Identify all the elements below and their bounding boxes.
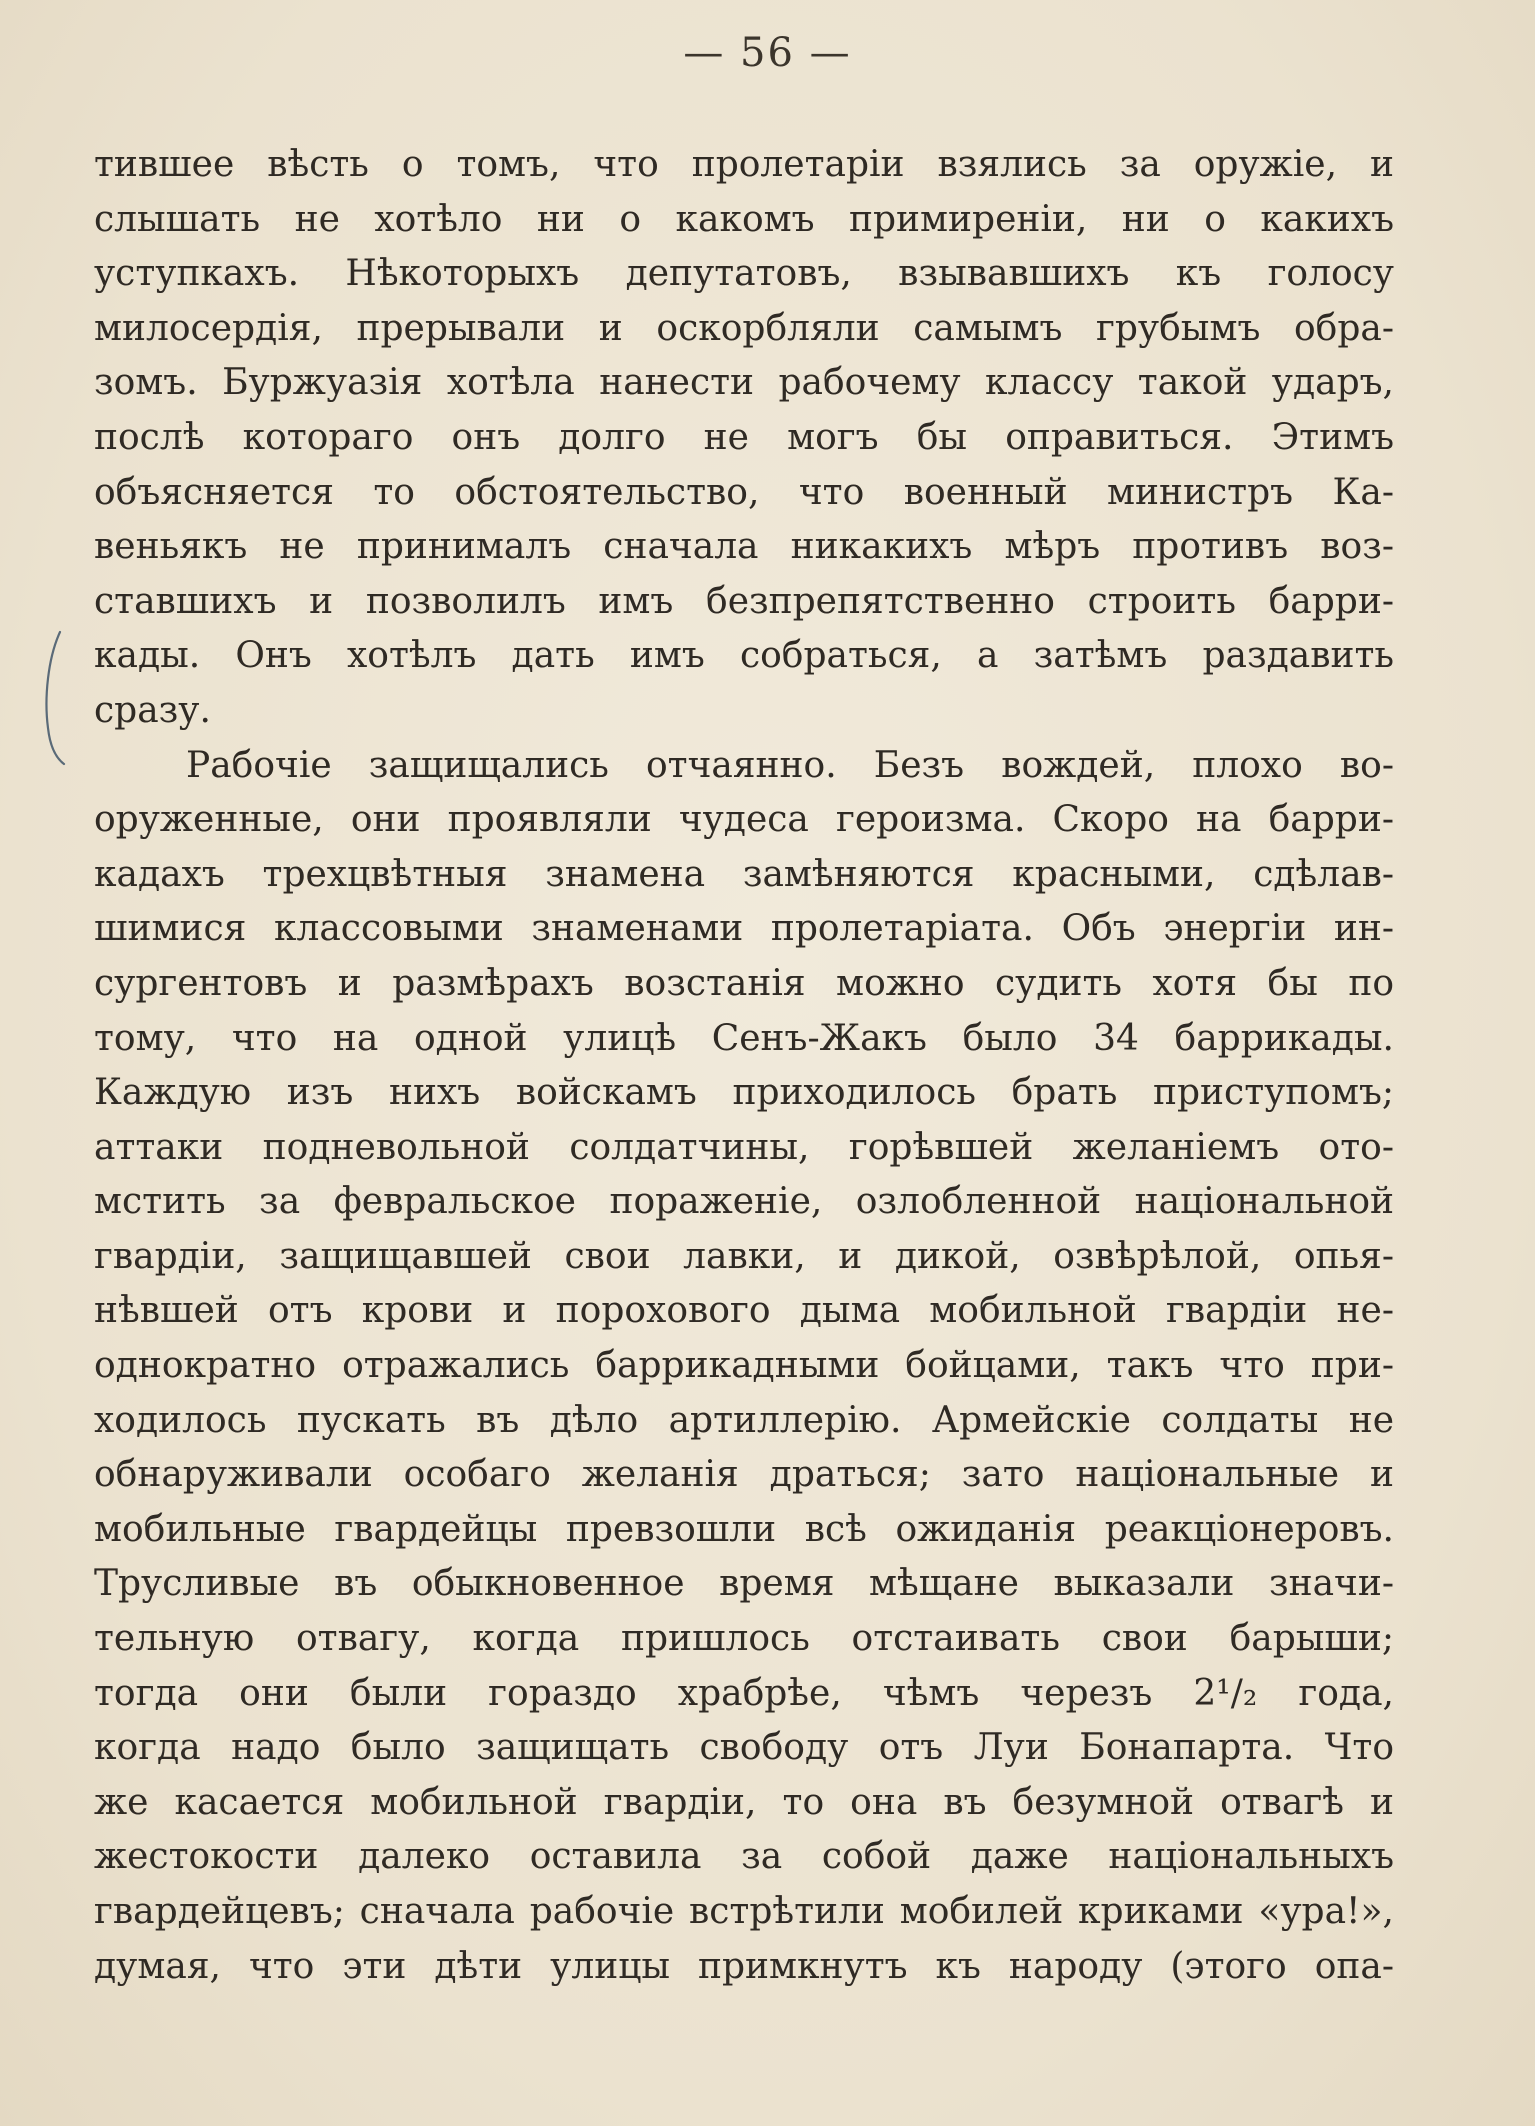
text-line: зомъ. Буржуазія хотѣла нанести рабочему классу такой ударъ, [94, 362, 1394, 404]
text-line: кадахъ трехцвѣтныя знамена замѣняются красными, сдѣлав- [94, 853, 1394, 895]
body-text [94, 138, 1394, 1994]
text-line: жестокости далеко оставила за собой даже національныхъ [94, 1836, 1394, 1878]
text-line: мстить за февральское пораженіе, озлобленной національной [94, 1181, 1394, 1223]
text-line: сургентовъ и размѣрахъ возстанія можно судить хотя бы по [94, 962, 1394, 1004]
text-line: однократно отражались баррикадными бойцами, такъ что при- [94, 1345, 1394, 1387]
text-line: думая, что эти дѣти улицы примкнутъ къ народу (этого опа- [94, 1945, 1394, 1987]
text-line: оруженные, они проявляли чудеса героизма. Скоро на барри- [94, 799, 1394, 841]
text-line: когда надо было защищать свободу отъ Луи Бонапарта. Что [94, 1727, 1394, 1769]
paragraph-first-line: Рабочіе защищались отчаянно. Безъ вождей, плохо во- [186, 744, 1394, 786]
pencil-margin-mark [38, 628, 78, 768]
text-line: ставшихъ и позволилъ имъ безпрепятственно строить барри- [94, 580, 1394, 622]
text-line: веньякъ не принималъ сначала никакихъ мѣръ противъ воз- [94, 526, 1394, 568]
text-line: тившее вѣсть о томъ, что пролетаріи взялись за оружіе, и [94, 144, 1394, 185]
text-line: Каждую изъ нихъ войскамъ приходилось брать приступомъ; [94, 1072, 1394, 1114]
text-line: аттаки подневольной солдатчины, горѣвшей желаніемъ ото- [94, 1126, 1394, 1168]
text-line: нѣвшей отъ крови и порохового дыма мобильной гвардіи не- [94, 1290, 1394, 1332]
text-line: послѣ котораго онъ долго не могъ бы оправиться. Этимъ [94, 416, 1394, 458]
text-line: ходилось пускать въ дѣло артиллерію. Армейскіе солдаты не [94, 1399, 1394, 1441]
text-line: гвардейцевъ; сначала рабочіе встрѣтили мобилей криками «ура!», [94, 1891, 1394, 1932]
text-line: Трусливые въ обыкновенное время мѣщане выказали значи- [94, 1563, 1394, 1605]
text-line: тогда они были гораздо храбрѣе, чѣмъ черезъ 2¹/₂ года, [94, 1672, 1394, 1714]
text-line: шимися классовыми знаменами пролетаріата. Объ энергіи ин- [94, 908, 1394, 950]
text-line: слышать не хотѣло ни о какомъ примиреніи, ни о какихъ [94, 198, 1394, 240]
text-line: уступкахъ. Нѣкоторыхъ депутатовъ, взывавшихъ къ голосу [94, 253, 1394, 295]
text-line: обнаруживали особаго желанія драться; зато національные и [94, 1454, 1394, 1496]
text-line: объясняется то обстоятельство, что военный министръ Ка- [94, 471, 1394, 513]
text-line: же касается мобильной гвардіи, то она въ безумной отвагѣ и [94, 1781, 1394, 1823]
text-line: тельную отвагу, когда пришлось отстаивать свои барыши; [94, 1618, 1394, 1660]
page-number: — 56 — [683, 30, 852, 76]
text-line: тому, что на одной улицѣ Сенъ-Жакъ было 34 баррикады. [94, 1017, 1394, 1059]
text-line: кады. Онъ хотѣлъ дать имъ собраться, а затѣмъ раздавить [94, 635, 1394, 677]
text-line: сразу. [94, 689, 211, 731]
text-line: гвардіи, защищавшей свои лавки, и дикой, озвѣрѣлой, опья- [94, 1235, 1394, 1277]
text-line: мобильные гвардейцы превзошли всѣ ожиданія реакціонеровъ. [94, 1508, 1394, 1550]
text-line: милосердія, прерывали и оскорбляли самымъ грубымъ обра- [94, 307, 1394, 349]
